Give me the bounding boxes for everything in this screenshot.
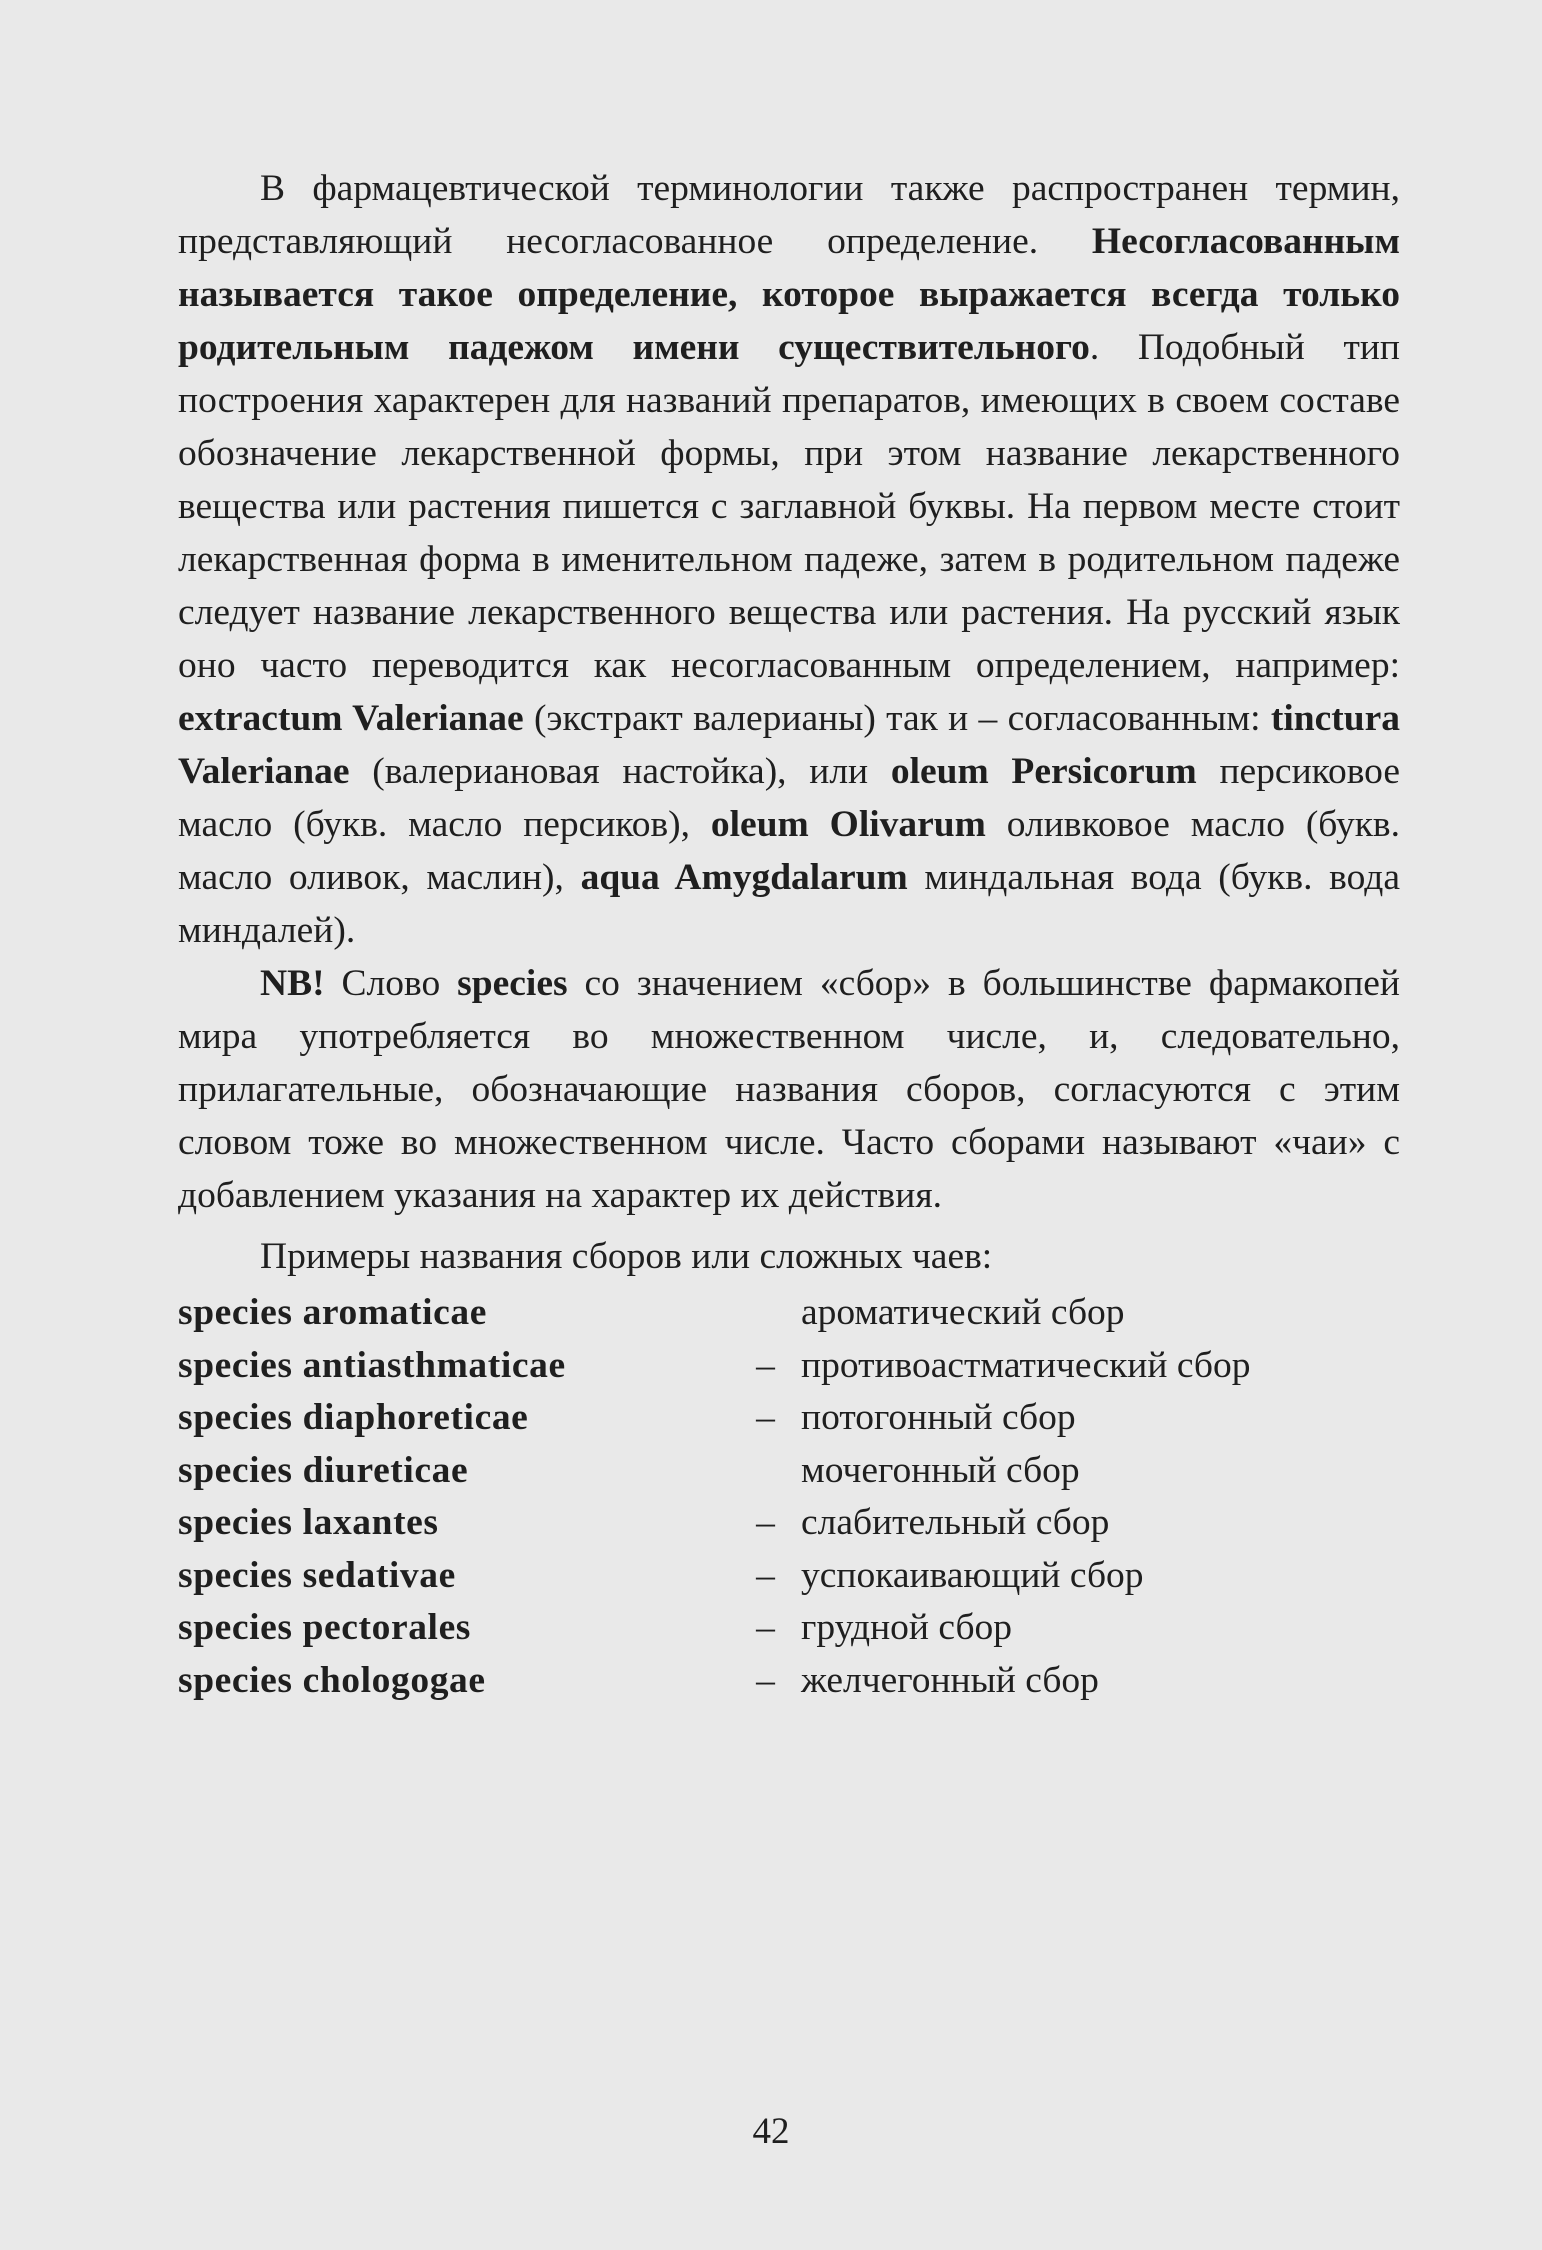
latin-name: species pectorales — [178, 1607, 472, 1648]
latin-name: species diureticae — [178, 1449, 469, 1491]
text-run: персиковое масло (букв. масло персиков), — [178, 751, 1401, 845]
list-item — [178, 1497, 1400, 1550]
list-item — [178, 1655, 1400, 1708]
text-run: миндальная вода (букв. вода миндалей). — [178, 857, 1400, 951]
list-item — [178, 1340, 1400, 1393]
nb-label: NB! — [260, 963, 325, 1004]
russian-name: потогонный сбор — [801, 1397, 1076, 1438]
russian-name: желчегонный сбор — [801, 1659, 1099, 1701]
latin-name: species aromaticae — [178, 1292, 487, 1333]
list-item — [178, 1602, 1400, 1655]
latin-name: species sedativae — [178, 1554, 456, 1596]
paragraph-terminology — [178, 162, 1400, 957]
dash: – — [756, 1397, 775, 1438]
text-run: со значением «сбор» в большинстве фармакопей мира употребляется во множественном числе, и, следовательно, прилагательные, обозначающие названия сборов, согласуются с этим словом тоже во множественном числе. Часто сборами называют «чаи» с добавлением указания на характер их действия. — [178, 963, 1400, 1216]
russian-name: ароматический сбор — [801, 1292, 1125, 1333]
latin-term: species — [457, 963, 568, 1004]
latin-term: extractum Valerianae — [178, 698, 524, 739]
latin-name: species antiasthmaticae — [178, 1344, 566, 1386]
dash: – — [756, 1502, 775, 1543]
latin-term: aqua Amygdalarum — [580, 857, 908, 898]
text-run: Слово — [324, 963, 458, 1004]
body-text — [178, 162, 1400, 1707]
paragraph-nb — [178, 957, 1400, 1222]
page-number: 42 — [752, 2111, 790, 2152]
dash — [738, 1287, 793, 1340]
russian-name: успокаивающий сбор — [801, 1554, 1144, 1596]
latin-name: species laxantes — [178, 1502, 439, 1543]
list-item — [178, 1445, 1400, 1498]
dash: – — [756, 1607, 775, 1648]
list-item — [178, 1392, 1400, 1445]
text-run: (экстракт валерианы) так и – согласованным: — [523, 698, 1271, 739]
latin-name: species chologogae — [178, 1659, 486, 1701]
definition-bold: Несогласованным называется такое определение, которое выражается всегда только родительным падежом имени существительного — [178, 221, 1400, 368]
dash: – — [756, 1344, 775, 1386]
latin-term: tinctura Valerianae — [178, 698, 1400, 792]
dash — [738, 1445, 793, 1498]
examples-list — [178, 1287, 1400, 1707]
text-run: В фармацевтической терминологии также распространен термин, представляющий несогласованное определение. — [178, 168, 1400, 262]
russian-name: противоастматический сбор — [801, 1344, 1251, 1386]
latin-name: species diaphoreticae — [178, 1397, 529, 1438]
list-item — [178, 1550, 1400, 1603]
text-run: оливковое масло (букв. масло оливок, маслин), — [178, 804, 1401, 898]
latin-term: oleum Olivarum — [710, 804, 986, 845]
text-run: . Подобный тип построения характерен для названий препаратов, имеющих в своем составе обозначение лекарственной формы, при этом название лекарственного вещества или растения пишется с заглавной буквы. На первом месте стоит лекарственная форма в именительном падеже, затем в родительном падеже следует название лекарственного вещества или растения. На русский язык оно часто переводится как несогласованным определением, например: — [178, 327, 1400, 686]
dash: – — [756, 1554, 775, 1596]
text-run: (валериановая настойка), или — [349, 751, 891, 792]
list-item — [178, 1287, 1400, 1340]
latin-term: oleum Persicorum — [890, 751, 1197, 792]
list-intro: Примеры названия сборов или сложных чаев: — [260, 1236, 993, 1277]
dash: – — [756, 1659, 775, 1701]
russian-name: слабительный сбор — [801, 1502, 1110, 1543]
russian-name: грудной сбор — [801, 1607, 1013, 1648]
russian-name: мочегонный сбор — [801, 1449, 1080, 1491]
